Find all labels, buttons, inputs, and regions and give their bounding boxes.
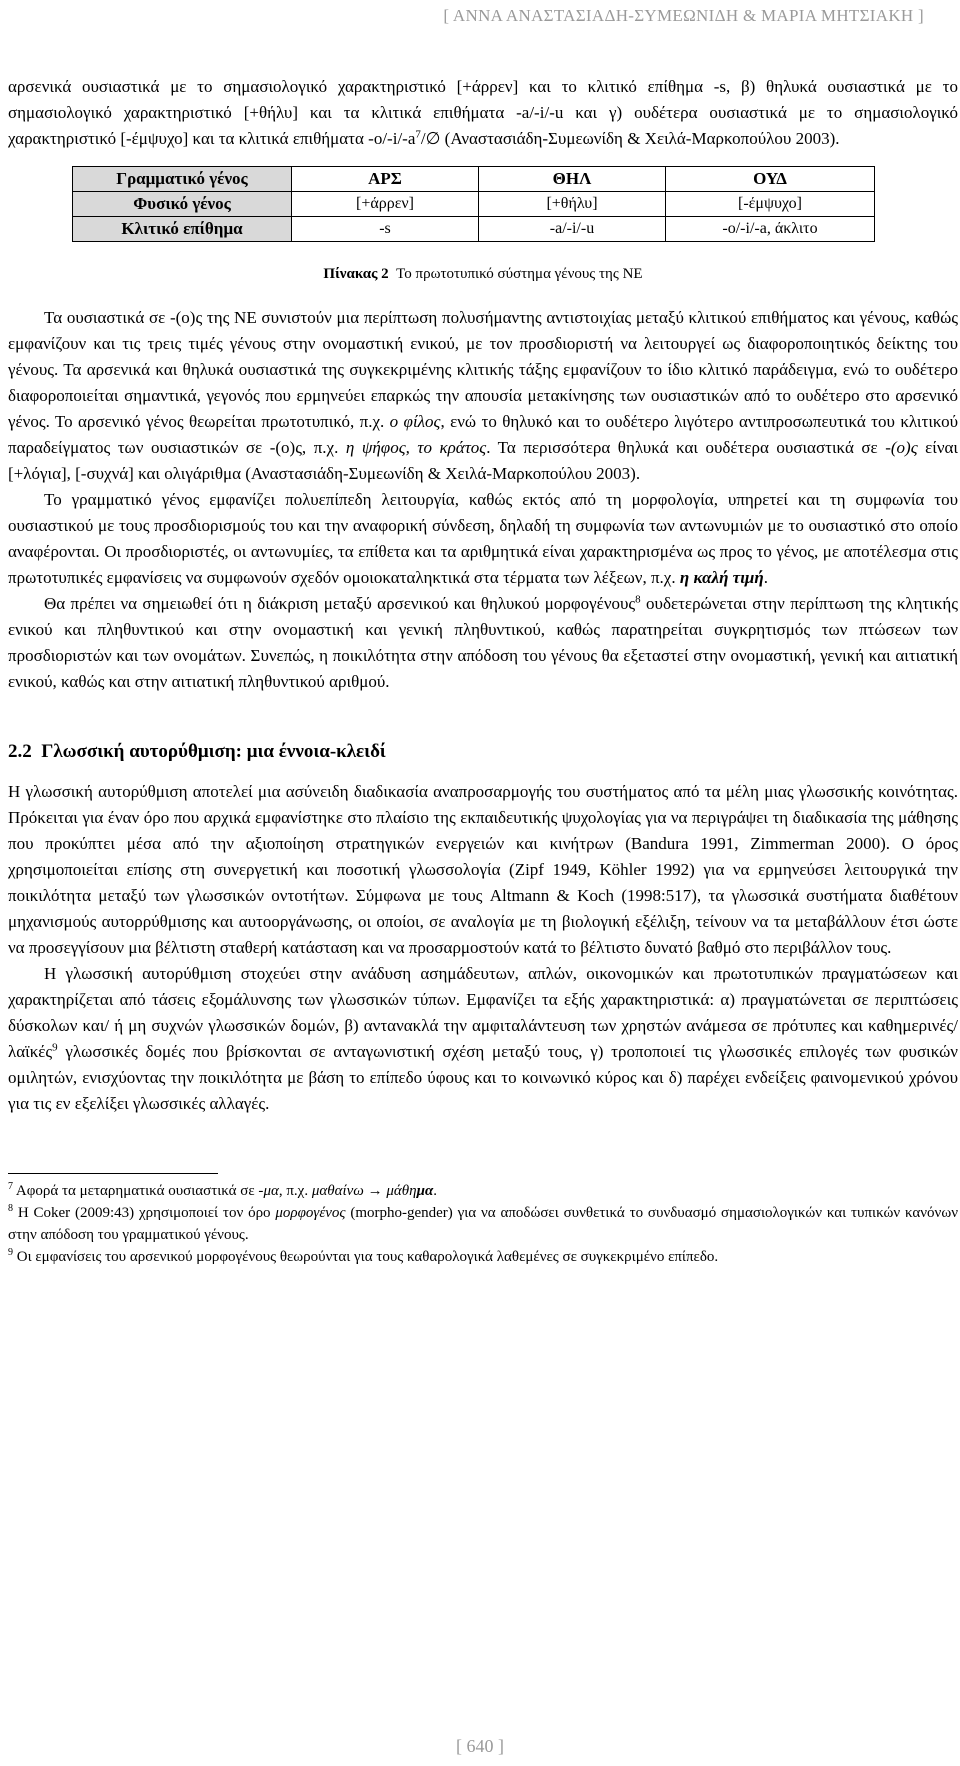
caption-label: Πίνακας 2 [323, 266, 389, 282]
section-title: Γλωσσική αυτορύθμιση: μια έννοια-κλειδί [41, 741, 386, 762]
row-header: Φυσικό γένος [73, 192, 292, 217]
text-run: Η γλωσσική αυτορύθμιση στοχεύει στην ανάδυση ασημάδευτων, απλών, οικονομικών και πρωτοτυπικών πραγματώσεων και χαρακτηρίζεται από τάσεις εξομάλυνσης των γλωσσικών τύπων. Εμφανίζει τα εξής χαρακτηριστικά: α) πραγματώνεται σε περιπτώσεις δύσκολων και/ ή μη συχνών γλωσσικών δομών, β) αντανακλά την αμφιταλάντευση των χρηστών ανάμεσα σε πρότυπες και καθημερινές/ λαϊκές [8, 964, 958, 1061]
table-cell: -a/-i/-u [479, 217, 666, 242]
text-run: Αφορά τα μεταρηματικά ουσιαστικά σε - [13, 1183, 264, 1199]
example-italic: μορφογένος [275, 1205, 346, 1221]
example-italic: (ο)ς [890, 438, 918, 457]
text-run: /∅ (Αναστασιάδη-Συμεωνίδη & Χειλά-Μαρκοπούλου 2003). [420, 129, 840, 148]
table-cell: [+άρρεν] [292, 192, 479, 217]
table-cell: -s [292, 217, 479, 242]
footnote-ref-7: 7 [415, 128, 421, 141]
table-caption [8, 266, 958, 283]
page-number: [ 640 ] [456, 1736, 504, 1756]
example-italic: μάθη [386, 1183, 417, 1199]
text-run: , ενώ το θηλυκό και το ουδέτερο λιγότερο αντιπροσωπευτικά του κλιτικού παραδείγματος των ουσιαστικών σε -(ο)ς, π.χ. [8, 412, 959, 457]
footnote-divider [8, 1173, 218, 1174]
table-cell: ΑΡΣ [292, 167, 479, 192]
row-header: Κλιτικό επίθημα [73, 217, 292, 242]
table-cell: ΘΗΛ [479, 167, 666, 192]
arrow-icon: → [363, 1183, 387, 1199]
paragraph-os-nouns [8, 305, 958, 487]
text-run: Οι εμφανίσεις του αρσενικού μορφογένους θεωρούνται για τους καθαρολογικά λαθεμένες σε συγκεκριμένο επίπεδο. [13, 1249, 719, 1265]
table-row [73, 192, 875, 217]
text-run: . [433, 1183, 437, 1199]
section-number: 2.2 [8, 741, 32, 762]
footnote-number: 7 [8, 1181, 13, 1192]
caption-text: Το πρωτοτυπικό σύστημα γένους της ΝΕ [396, 266, 643, 282]
row-header: Γραμματικό γένος [73, 167, 292, 192]
footnote-7 [8, 1180, 958, 1202]
example-italic: ο φίλος [389, 412, 441, 431]
paragraph-self-regulation: Η γλωσσική αυτορύθμιση αποτελεί μια ασύνειδη διαδικασία αναπροσαρμογής του συστήματος από τα μέλη μιας γλωσσικής κοινότητας. Πρόκειται για έναν όρο που αρχικά εμφανίστηκε στο πλαίσιο της εκπαιδευτικής ψυχολογίας για να περιγράψει τη διαδικασία της μάθησης που προκύπτει μέσα από την αξιοποίηση στρατηγικών ενεργειών και κινήτρων (Bandura 1991, Zimmerman 2000). Ο όρος χρησιμοποιείται επίσης στη συνεργετική και ποσοτική γλωσσολογία (Zipf 1949, Köhler 1992) για να ερμηνεύσει λειτουργικά την ποικιλότητα μεταξύ των γλωσσικών οντοτήτων. Σύμφωνα με τους Altmann & Koch (1998:517), τα γλωσσικά συστήματα διαθέτουν μηχανισμούς αυτορρύθμισης και αυτοοργάνωσης, οι οποίοι, σε αναλογία με τη βιολογική εξέλιξη, τείνουν να τα μεταβάλλουν έτσι ώστε να προσεγγίσουν μια βέλτιστη σταθερή κατάσταση και να προσαρμοστούν κατά το βέλτιστο δυνατό βαθμό στο περιβάλλον τους. [8, 782, 958, 957]
table-cell: ΟΥΔ [666, 167, 875, 192]
paragraph-distinction [8, 591, 958, 695]
text-run: ουδετερώνεται στην περίπτωση της κλητικής ενικού και πληθυντικού και στην ονομαστική και γενική πληθυντικού, καθώς παρατηρείται συγκρητισμός των πτώσεων των προσδιοριστών και των ονομάτων. Συνεπώς, η ποικιλότητα στην απόδοση του γένους θα εξεταστεί στην ονομαστική, γενική και αιτιατική ενικού, καθώς και στην αιτιατική πληθυντικού αριθμού. [8, 594, 958, 691]
section-heading [8, 741, 958, 763]
example-bold-italic: μα [416, 1183, 434, 1199]
table-row [73, 167, 875, 192]
footnote-number: 8 [8, 1203, 13, 1214]
text-run: Τα ουσιαστικά σε -(ο)ς της ΝΕ συνιστούν μια περίπτωση πολυσήμαντης αντιστοιχίας μεταξύ κλιτικού επιθήματος και γένους, καθώς εμφανίζουν και τις τρεις τιμές γένους στην ονομαστική ενικού, με τον προσδιοριστή να λειτουργεί ως διαφοροποιητικός δείκτης του γένους. Τα αρσενικά και θηλυκά ουσιαστικά της συγκεκριμένης κλιτικής τάξης εμφανίζουν το ίδιο κλιτικό παράδειγμα, ενώ το ουδέτερο διαφοροποιείται σημαντικά, γεγονός που ερμηνεύει επαρκώς την απουσία μετακίνησης των ουσιαστικών από το ουδέτερο στο αρσενικό γένος. Το αρσενικό γένος θεωρείται πρωτοτυπικό, π.χ. [8, 308, 958, 431]
text-run: γλωσσικές δομές που βρίσκονται σε ανταγωνιστική σχέση μεταξύ τους, γ) τροποποιεί τις γλωσσικές επιλογές των φυσικών ομιλητών, ενισχύοντας την ποικιλότητα με βάση το επίπεδο ύφους και το κοινωνικό κύρος και δ) παρέχει ενδείξεις φαινομενικού χρόνου για τις εν εξελίξει γλωσσικές αλλαγές. [8, 1042, 958, 1113]
table-row [73, 217, 875, 242]
example-italic: μαθαίνω [311, 1183, 364, 1199]
footnote-ref-8: 8 [635, 593, 641, 606]
text-run: , π.χ. [278, 1183, 312, 1199]
text-run: . [763, 568, 768, 587]
intro-paragraph [8, 74, 958, 152]
text-run: αρσενικά ουσιαστικά με το σημασιολογικό χαρακτηριστικό [+άρρεν] και το κλιτικό επίθημα -s, β) θηλυκά ουσιαστικά με το σημασιολογικό χαρακτηριστικό [+θήλυ] και τα κλιτικά επιθήματα -a/-i/-u και γ) ουδέτερα ουσιαστικά με το σημασιολογικό χαρακτηριστικό [-έμψυχο] και τα κλιτικά επιθήματα -o/-i/-a [8, 77, 958, 148]
text-run: Η Coker (2009:43) χρησιμοποιεί τον όρο [13, 1205, 276, 1221]
running-header: [ ΑΝΝΑ ΑΝΑΣΤΑΣΙΑΔΗ-ΣΥΜΕΩΝΙΔΗ & ΜΑΡΙΑ ΜΗΤΣΙΑΚΗ ] [443, 6, 924, 25]
page-body [8, 74, 958, 1268]
text-run: Το γραμματικό γένος εμφανίζει πολυεπίπεδη λειτουργία, καθώς εκτός από τη μορφολογία, υπηρετεί και τη συμφωνία του ουσιαστικού με τους προσδιορισμούς του και την αναφορική σύνδεση, δηλαδή τη συμφωνία των αντωνυμιών με το ουσιαστικό στο οποίο αναφέρονται. Οι προσδιοριστές, οι αντωνυμίες, τα επίθετα και τα αριθμητικά είναι χαρακτηρισμένα ως προς το γένος, με αποτέλεσμα στις πρωτοτυπικές εμφανίσεις να συμφωνούν σχεδόν ομοιοκαταληκτικά στα τέρματα των λέξεων, π.χ. [8, 490, 958, 587]
text-run: είναι [+λόγια], [-συχνά] και ολιγάριθμα (Αναστασιάδη-Συμεωνίδη & Χειλά-Μαρκοπούλου 2003). [8, 438, 959, 483]
example-bold-italic: η καλή τιμή [679, 568, 764, 587]
footnote-9 [8, 1246, 958, 1268]
example-italic: μα [263, 1183, 279, 1199]
footnote-number: 9 [8, 1247, 13, 1258]
text-run: . Τα περισσότερα θηλυκά και ουδέτερα ουσιαστικά σε - [486, 438, 891, 457]
text-run: (morpho-gender) για να αποδώσει συνθετικά το συνδυασμό σημασιολογικών και τυπικών κανόνων στην απόδοση του γραμματικού γένους. [8, 1205, 958, 1243]
table-cell: -o/-i/-a, άκλιτο [666, 217, 875, 242]
footnote-8 [8, 1202, 958, 1246]
table-cell: [+θήλυ] [479, 192, 666, 217]
footnote-ref-9: 9 [52, 1041, 58, 1054]
example-italic: η ψήφος, το κράτος [345, 438, 487, 457]
paragraph-aim [8, 961, 958, 1117]
paragraph-gender-function [8, 487, 958, 591]
text-run: Θα πρέπει να σημειωθεί ότι η διάκριση μεταξύ αρσενικού και θηλυκού μορφογένους [44, 594, 636, 613]
gender-table [72, 166, 875, 242]
table-cell: [-έμψυχο] [666, 192, 875, 217]
